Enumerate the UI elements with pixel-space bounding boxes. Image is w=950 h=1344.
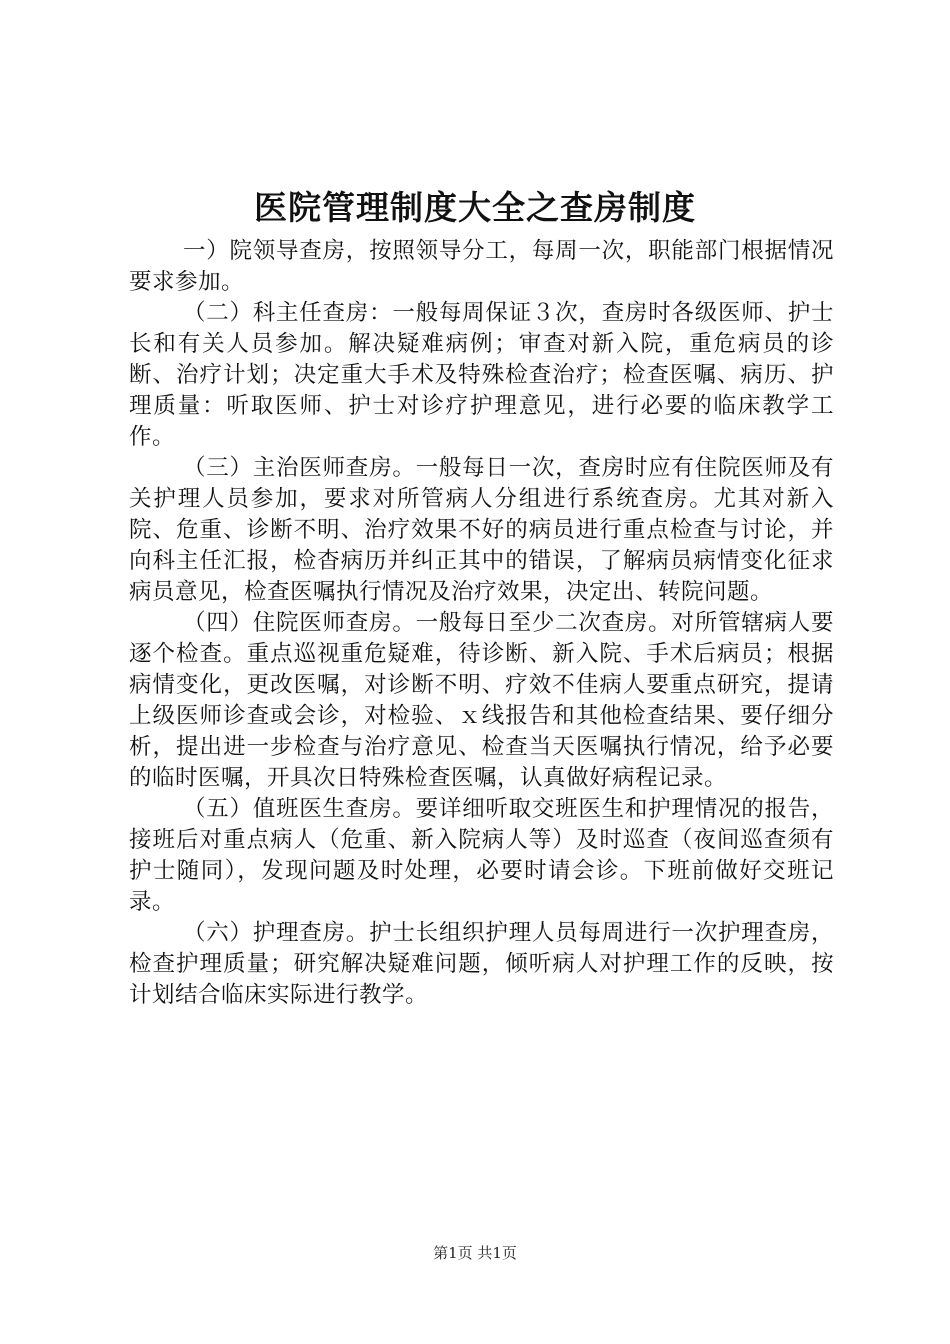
document-title: 医院管理制度大全之查房制度 bbox=[254, 188, 696, 227]
paragraph-6: （六）护理查房。护士长组织护理人员每周进行一次护理查房，检查护理质量；研究解决疑难问题，倾听病人对护理工作的反映，按计划结合临床实际进行教学。 bbox=[129, 920, 834, 1008]
paragraph-1: 一）院领导查房，按照领导分工，每周一次，职能部门根据情况要求参加。 bbox=[129, 238, 834, 295]
paragraph-5: （五）值班医生查房。要详细听取交班医生和护理情况的报告，接班后对重点病人（危重、新入院病人等）及时巡查（夜间巡查须有护士随同），发现问题及时处理，必要时请会诊。下班前做好交班记录。 bbox=[129, 796, 834, 915]
paragraph-3: （三）主治医师查房。一般每日一次，查房时应有住院医师及有关护理人员参加，要求对所管病人分组进行系统查房。尤其对新入院、危重、诊断不明、治疗效果不好的病员进行重点检查与讨论，并向科主任汇报，检杳病历并纠正其中的错误，了解病员病情变化征求病员意见，检查医嘱执行情况及治疗效果，决定出、转院问题。 bbox=[129, 455, 834, 605]
paragraph-2: （二）科主任查房：一般每周保证３次，查房时各级医师、护士长和有关人员参加。解决疑难病例；审查对新入院，重危病员的诊断、治疗计划；决定重大手术及特殊检查治疗；检查医嘱、病历、护理质量：听取医师、护士对诊疗护理意见，进行必要的临床教学工作。 bbox=[129, 300, 834, 450]
paragraph-4: （四）住院医师查房。一般每日至少二次查房。对所管辖病人要逐个检查。重点巡视重危疑难，待诊断、新入院、手术后病员；根据病情变化，更改医嘱，对诊断不明、疗效不佳病人要重点研究，提请上级医师诊查或会诊，对检验、ｘ线报告和其他检查结果、要仔细分析，提出进一步检查与治疗意见、检查当天医嘱执行情况，给予必要的临时医嘱，开具次日特殊检查医嘱，认真做好病程记录。 bbox=[129, 610, 834, 791]
document-body bbox=[129, 236, 834, 1011]
page-footer: 第1页 共1页 bbox=[433, 1244, 517, 1262]
